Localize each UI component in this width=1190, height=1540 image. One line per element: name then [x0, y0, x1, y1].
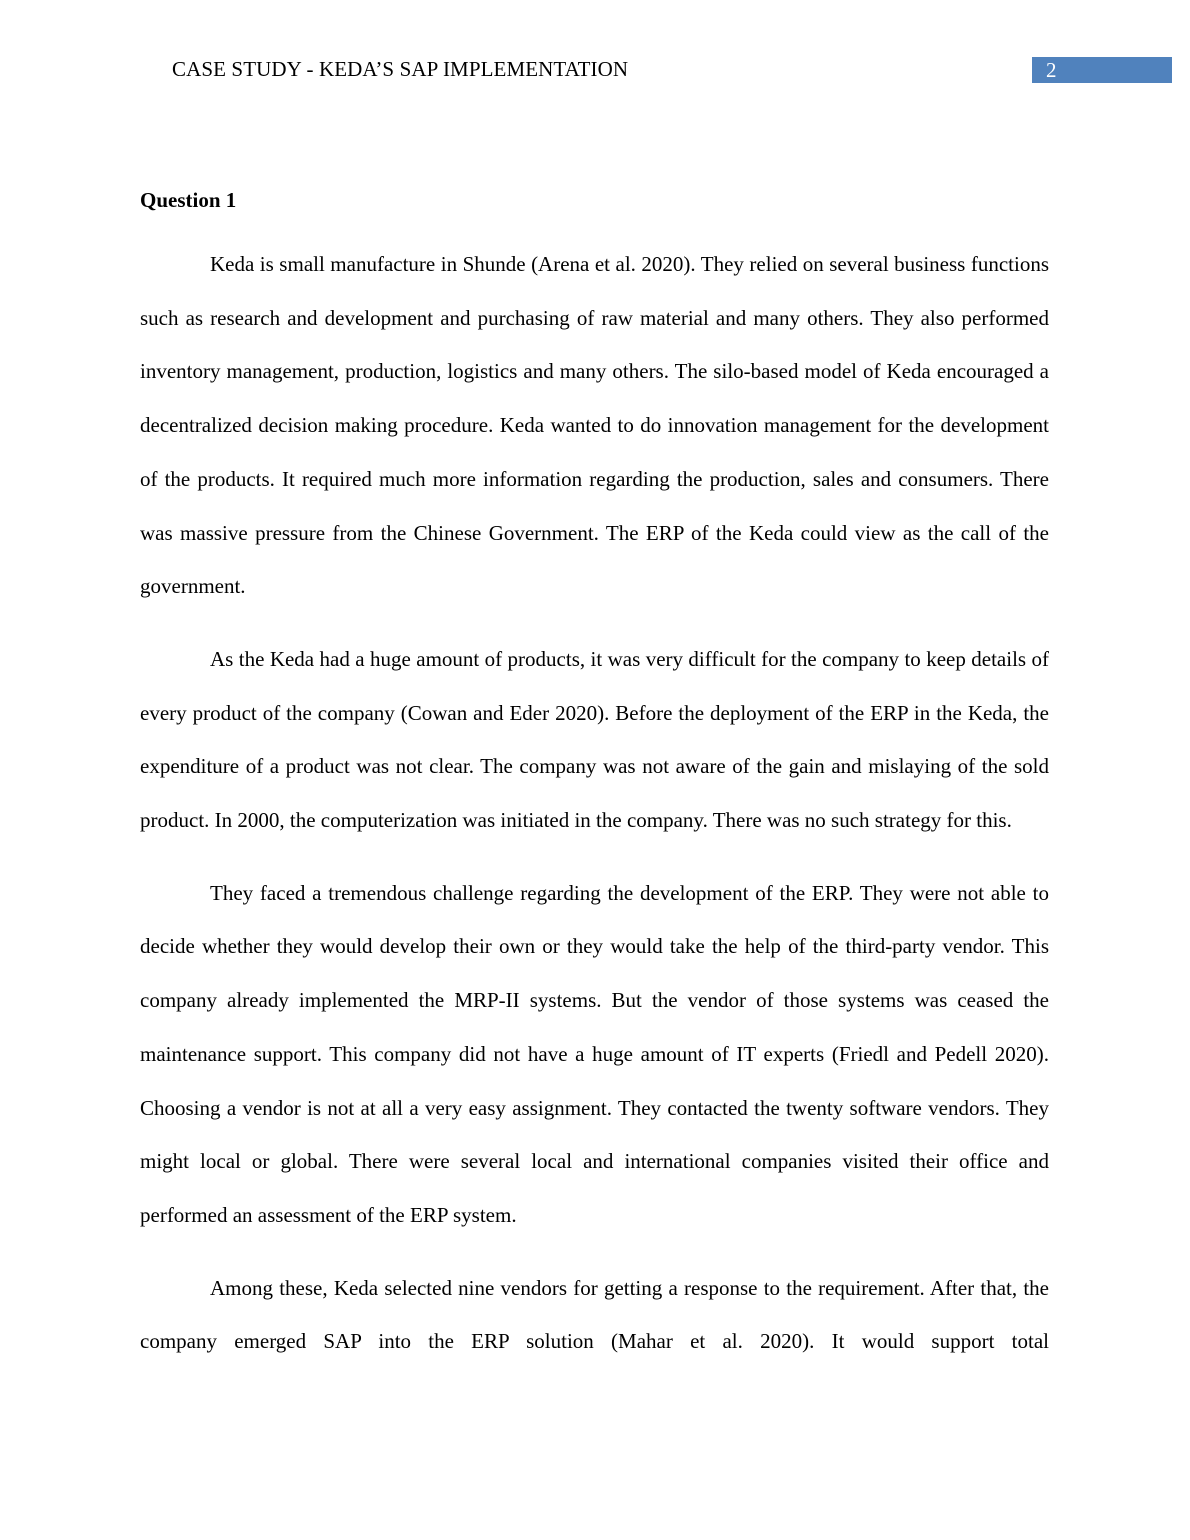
- section-heading: Question 1: [140, 188, 237, 212]
- paragraph: Among these, Keda selected nine vendors for getting a response to the requirement. After that, the company emerged SAP into the ERP solution (Mahar et al. 2020). It would support total: [140, 1275, 1049, 1354]
- document-body: [140, 183, 1049, 1388]
- paragraph: They faced a tremendous challenge regarding the development of the ERP. They were not able to decide whether they would develop their own or they would take the help of the third-party vendor. This company already implemented the MRP-II systems. But the vendor of those systems was ceased the maintenance support. This company did not have a huge amount of IT experts (Friedl and Pedell 2020). Choosing a vendor is not at all a very easy assignment. They contacted the twenty software vendors. They might local or global. There were several local and international companies visited their office and performed an assessment of the ERP system.: [140, 880, 1049, 1227]
- page-number-badge: [1032, 57, 1172, 83]
- paragraph: As the Keda had a huge amount of products, it was very difficult for the company to keep details of every product of the company (Cowan and Eder 2020). Before the deployment of the ERP in the Keda, the expenditure of a product was not clear. The company was not aware of the gain and mislaying of the sold product. In 2000, the computerization was initiated in the company. There was no such strategy for this.: [140, 646, 1049, 833]
- paragraph: Keda is small manufacture in Shunde (Arena et al. 2020). They relied on several business functions such as research and development and purchasing of raw material and many others. They also performed inventory management, production, logistics and many others. The silo-based model of Keda encouraged a decentralized decision making procedure. Keda wanted to do innovation management for the development of the products. It required much more information regarding the production, sales and consumers. There was massive pressure from the Chinese Government. The ERP of the Keda could view as the call of the government.: [140, 252, 1049, 599]
- running-header-title: CASE STUDY - KEDA’S SAP IMPLEMENTATION: [172, 57, 629, 81]
- page-number: 2: [1046, 58, 1057, 82]
